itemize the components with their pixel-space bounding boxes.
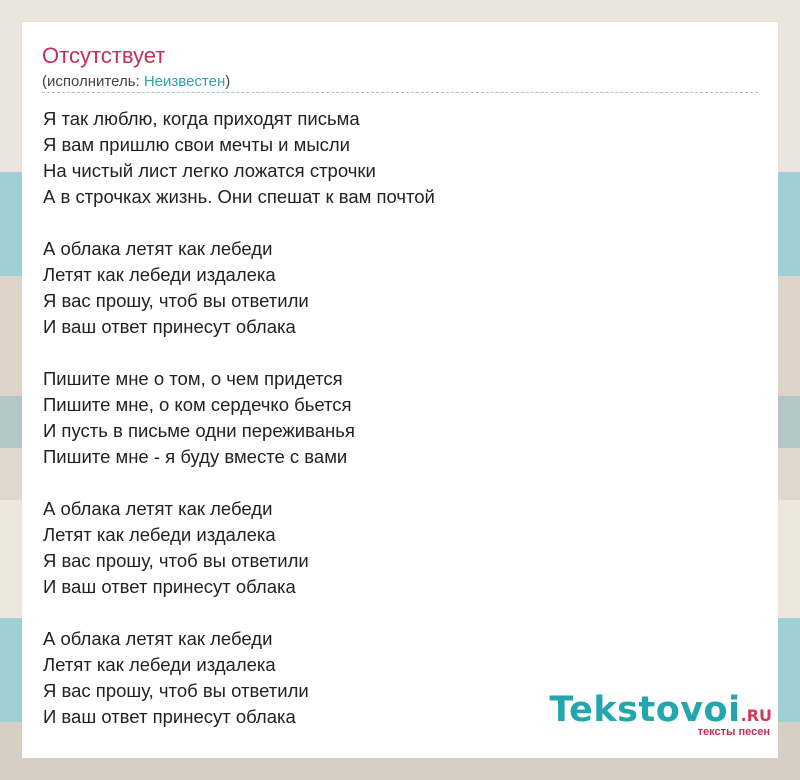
song-title: Отсутствует: [42, 43, 166, 68]
artist-suffix: ): [225, 73, 231, 90]
stanza: [43, 236, 743, 340]
lyric-line: А облака летят как лебеди: [43, 498, 273, 519]
lyric-line: Я вас прошу, чтоб вы ответили: [43, 550, 309, 571]
stanza: [43, 106, 743, 210]
lyric-line: Летят как лебеди издалека: [43, 264, 276, 285]
logo-tagline: тексты песен: [697, 726, 770, 738]
lyric-line: Я вам пришлю свои мечты и мысли: [43, 134, 351, 155]
lyric-line: Я вас прошу, чтоб вы ответили: [43, 680, 309, 701]
lyric-line: Пишите мне, о ком сердечко бьется: [43, 394, 352, 415]
lyric-line: А в строчках жизнь. Они спешат к вам почтой: [43, 186, 435, 207]
lyric-line: И ваш ответ принесут облака: [43, 706, 296, 727]
lyric-line: Летят как лебеди издалека: [43, 524, 276, 545]
artist-link[interactable]: Неизвестен: [143, 73, 226, 90]
lyric-line: А облака летят как лебеди: [43, 628, 273, 649]
lyrics-card: [22, 22, 778, 758]
lyrics-body: [43, 106, 743, 756]
lyric-line: Пишите мне о том, о чем придется: [43, 368, 343, 389]
stanza: [43, 496, 743, 600]
lyric-line: Я так люблю, когда приходят письма: [43, 108, 360, 129]
stanza: [43, 366, 743, 470]
lyric-line: Летят как лебеди издалека: [43, 654, 276, 675]
lyric-line: А облака летят как лебеди: [43, 238, 273, 259]
artist-line: [42, 73, 230, 91]
artist-prefix: (исполнитель:: [42, 73, 144, 90]
lyric-line: И ваш ответ принесут облака: [43, 576, 296, 597]
lyric-line: Пишите мне - я буду вместе с вами: [43, 446, 348, 467]
site-logo[interactable]: [549, 690, 772, 736]
lyric-line: И пусть в письме одни переживанья: [43, 420, 355, 441]
logo-name: Tekstovoi: [549, 690, 741, 730]
lyric-line: Я вас прошу, чтоб вы ответили: [43, 290, 309, 311]
lyric-line: На чистый лист легко ложатся строчки: [43, 160, 376, 181]
divider: [42, 92, 758, 93]
logo-tld: .RU: [740, 706, 772, 725]
lyric-line: И ваш ответ принесут облака: [43, 316, 296, 337]
